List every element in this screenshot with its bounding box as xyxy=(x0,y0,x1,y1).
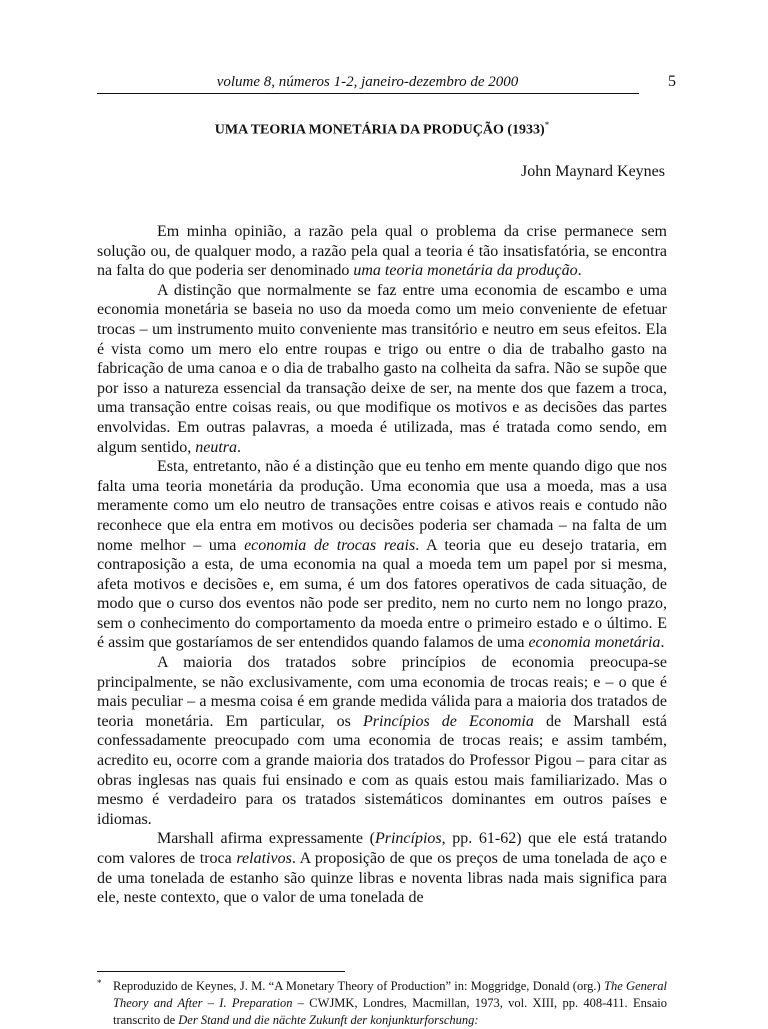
article-title xyxy=(97,115,667,141)
paragraph-4: A maioria dos tratados sobre princípios de economia preocupa-se principalmente, se não exclusivamente, com uma economia de trocas reais; e – o que é mais peculiar – a mesma coisa é em grande medida válida para a maioria dos tratados de teoria monetária. Em particular, os Princípios de Economia de Marshall está confessadamente preocupado com uma economia de trocas reais; e assim também, acredito eu, ocorre com a grande maioria dos tratados do Professor Pigou – para citar as obras inglesas nas quais fui ensinado e com as quais estou mais familiarizado. Mas o mesmo é verdadeiro para os tratados sistemáticos dominantes em outros países e idiomas. xyxy=(97,654,667,828)
header-rule xyxy=(97,93,639,94)
article-author: John Maynard Keynes xyxy=(521,163,665,180)
article-title-text: UMA TEORIA MONETÁRIA DA PRODUÇÃO (1933) xyxy=(214,122,545,138)
footnote-reference[interactable]: * xyxy=(544,120,550,130)
running-header: volume 8, números 1-2, janeiro-dezembro de 2000 xyxy=(216,74,519,90)
page-number: 5 xyxy=(668,73,676,90)
footnote: * Reproduzido de Keynes, J. M. “A Monetary Theory of Production” in: Moggridge, Donald (org.) The General Theory and After – I. Preparation – CWJMK, Londres, Macmillan, 1973, vol. XIII, pp. 408-411. Ensaio transcrito de Der Stand und die nächte Zukunft der konjunkturforschung: xyxy=(97,978,667,1029)
footnote-mark: * xyxy=(97,978,102,988)
paragraph-2: A distinção que normalmente se faz entre uma economia de escambo e uma economia monetária se baseia no uso da moeda como um meio conveniente de efetuar trocas – um instrumento muito conveniente mas transitório e neutro em seus efeitos. Ela é vista como um mero elo entre roupas e trigo ou entre o dia de trabalho gasto na fabricação de uma canoa e o dia de trabalho gasto na colheita da safra. Não se supõe que por isso a natureza essencial da transação deixe de ser, na mente dos que fazem a troca, uma transação entre coisas reais, ou que modifique os motivos e as decisões das partes envolvidas. Em outras palavras, a moeda é utilizada, mas é tratada como sendo, em algum sentido, neutra. xyxy=(97,281,667,456)
paragraph-1: Em minha opinião, a razão pela qual o problema da crise permanece sem solução ou, de qualquer modo, a razão pela qual a teoria é tão insatisfatória, se encontra na falta do que poderia ser denominado uma teoria monetária da produção. xyxy=(97,223,667,280)
footnote-rule xyxy=(97,971,345,972)
paragraph-5: Marshall afirma expressamente (Princípios, pp. 61-62) que ele está tratando com valores de troca relativos. A proposição de que os preços de uma tonelada de aço e de uma tonelada de estanho são quinze libras e noventa libras nada mais significa para ele, neste contexto, que o valor de uma tonelada de xyxy=(97,830,668,907)
paragraph-3: Esta, entretanto, não é a distinção que eu tenho em mente quando digo que nos falta uma teoria monetária da produção. Uma economia que usa a moeda, mas a usa meramente como um elo neutro de transações entre coisas e ativos reais e contudo não reconhece que ela entra em motivos ou decisões poderia ser chamada – na falta de um nome melhor – uma economia de trocas reais. A teoria que eu desejo trataria, em contraposição a esta, de uma economia na qual a moeda tem um papel por si mesma, afeta motivos e decisões e, em suma, é um dos fatores operativos de cada situação, de modo que o curso dos eventos não pode ser predito, nem no curto nem no longo prazo, sem o conhecimento do comportamento da moeda entre o primeiro estado e o último. E é assim que gostaríamos de ser entendidos quando falamos de uma economia monetária. xyxy=(97,458,667,652)
article-body xyxy=(97,222,667,908)
